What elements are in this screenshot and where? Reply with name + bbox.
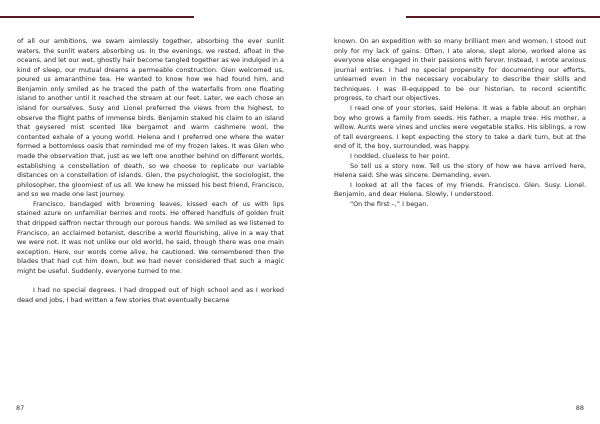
paragraph: of all our ambitions, we swam aimlessly together, absorbing the ever sunlit waters, the sunlit waters absorbing us. In the evenings, we rested, afloat in the oceans, and let our wet, ghostly hair become tangled together as we indulged in a kind of sleep, our mutual dreams a permeable construction. Glen welcomed us, poured us amaranthine tea. He wanted to know how we had found him, and Benjamin only smiled as he traced the path of the waterfalls from one floating island to another until it reached the stream at our feet. Later, we each chose an island for ourselves. Susy and Lionel preferred the views from the highest, to observe the flight paths of immense birds. Benjamin staked his claim to an island that geysered mist scented like bergamot and warm cashmere wool, the contented exhale of a young world. Helena and I preferred one where the water formed a bottomless oasis that reminded me of my frozen lakes. It was Glen who made the observation that, just as we left one another behind on different worlds, establishing a constellation of death, so we choose to replicate our variable distances on a constellation of islands. Glen, the psychologist, the sociologist, the philosopher, the gloomiest of us all. We knew he missed his best friend, Francisco, and so we made one last journey. [17,37,284,199]
header-rule [406,16,600,18]
header-rule [0,16,194,18]
paragraph: “On the first –,” I began. [350,199,429,208]
right-page-text [334,37,586,209]
paragraph: Francisco, bandaged with browning leaves, kissed each of us with lips stained azure on unfamiliar berries and roots. He offered handfuls of golden fruit that dripped saffron nectar through our porous hands. We smiled as we listened to Francisco, an acclaimed botanist, describe a world flourishing, alive in a way that we were not. It was not unlike our old world, he said, though there was one main exception. Here, our words come alive, he cautioned. We remembered then the blades that had cut him down, but we had never considered that such a magic might be useful. Suddenly, everyone turned to me. [17,199,284,275]
paragraph: known. On an expedition with so many brilliant men and women, I stood out only for my lack of gains. Often, I ate alone, slept alone, worked alone as everyone else engaged in their passions with fervor. Instead, I wrote anxious journal entries. I had no special propensity for documenting our efforts, unlearned even in the necessary vocabulary to describe their skills and techniques. I was ill-equipped to be our historian, to record scientific progress, to chart our objectives. [334,37,586,103]
paragraph: So tell us a story now. Tell us the story of how we have arrived here, Helena said. She was sincere. Demanding, even. [334,161,586,180]
paragraph: I had no special degrees. I had dropped out of high school and as I worked dead end jobs, I had written a few stories that eventually became [17,286,284,304]
page-number: 87 [16,404,25,412]
right-page [300,0,600,424]
paragraph: I nodded, clueless to her point. [350,151,450,160]
paragraph: I looked at all the faces of my friends. Francisco. Glen. Susy. Lionel. Benjamin, and dear Helena. Slowly, I understood. [334,180,586,199]
left-page-text [17,37,284,305]
page-number: 88 [575,404,584,412]
paragraph: I read one of your stories, said Helena. It was a fable about an orphan boy who grows a family from seeds. His father, a maple tree. His mother, a willow. Aunts were vines and uncles were vegetable stalks. His siblings, a row of tall evergreens. I kept expecting the story to take a dark turn, but at the end of it, the boy, surrounded, was happy. [334,104,586,151]
